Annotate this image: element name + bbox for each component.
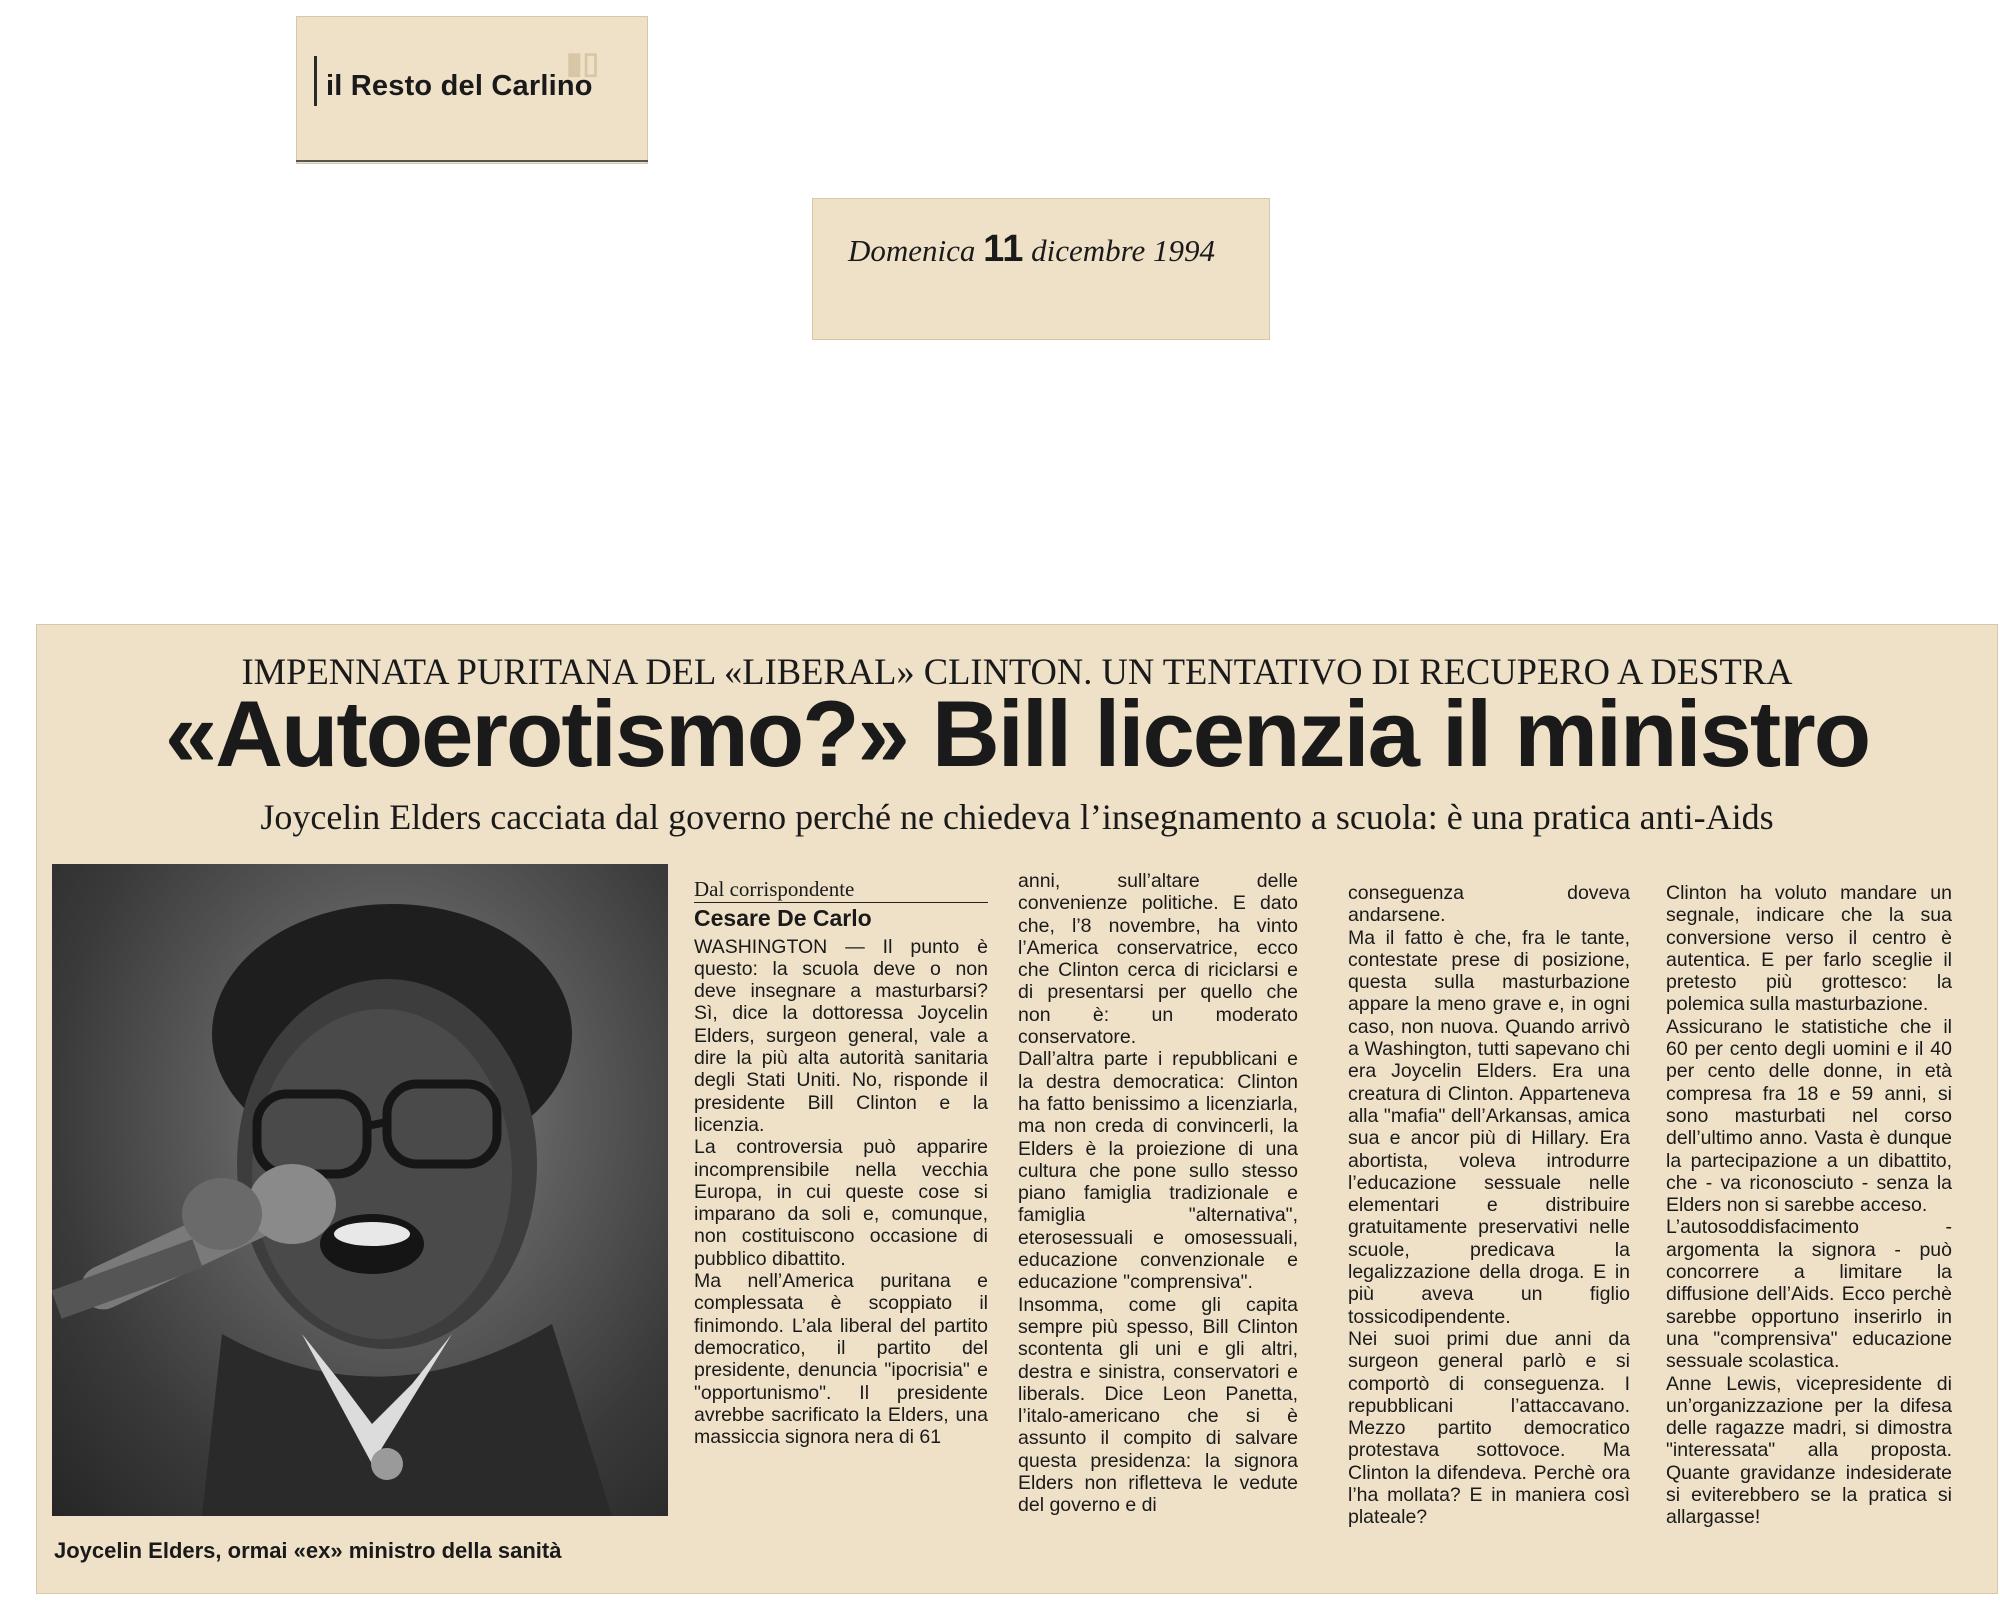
paragraph: Dall’altra parte i repubblicani e la destra democratica: Clinton ha fatto benissimo a licenziarla, ma non creda di convincerli, la Elders è la proiezione di una cultura che pone sullo stesso piano famiglia tradizionale e famiglia "alternativa", eterosessuali e omosessuali, educazione convenzionale e educazione "comprensiva". — [1018, 1048, 1298, 1294]
article-clipping — [36, 624, 1998, 1594]
date-clipping — [812, 198, 1270, 340]
article-subhead: Joycelin Elders cacciata dal governo perché ne chiedeva l’insegnamento a scuola: è una pratica anti-Aids — [260, 797, 1774, 837]
paragraph: Clinton ha voluto mandare un segnale, indicare che la sua conversione verso il centro è autentica. E per farlo sceglie il pretesto più grottesco: la polemica sulla masturbazione. — [1666, 882, 1952, 1016]
paragraph: Assicurano le statistiche che il 60 per cento degli uomini e il 40 per cento delle donne, in età compresa fra 18 e 59 anni, si sono masturbati nel corso dell’ultimo anno. Vasta è dunque la partecipazione a un dibattito, che - va riconosciuto - senza la Elders non si sarebbe acceso. — [1666, 1015, 1952, 1217]
article-kicker: IMPENNATA PURITANA DEL «LIBERAL» CLINTON. UN TENTATIVO DI RECUPERO A DESTRA — [241, 651, 1793, 692]
masthead-rule — [296, 160, 648, 162]
date-day: 11 — [983, 228, 1024, 270]
masthead-bar — [314, 56, 317, 106]
article-column-1 — [694, 878, 988, 1448]
paragraph: L’autosoddisfacimento - argomenta la signora - può concorrere a limitare la diffusione dell’Aids. Ecco perchè sarebbe opportuno inserirlo in una "comprensiva" educazione sessuale scolastica. — [1666, 1216, 1952, 1373]
paragraph: La controversia può apparire incomprensibile nella vecchia Europa, in cui queste cose si imparano da soli e, comunque, non costituiscono occasione di pubblico dibattito. — [694, 1136, 988, 1270]
show-through-mark: ▮▯ — [566, 47, 600, 80]
photo-caption: Joycelin Elders, ormai «ex» ministro della sanità — [54, 1538, 562, 1563]
portrait-photo — [52, 864, 668, 1516]
article-column-2 — [1018, 870, 1298, 1517]
paragraph: Ma il fatto è che, fra le tante, contestate prese di posizione, questa sulla masturbazione appare la meno grave e, in ogni caso, non nuova. Quando arrivò a Washington, tutti sapevano chi era Joycelin Elders. Era una creatura di Clinton. Apparteneva alla "mafia" dell’Arkansas, amica sua e ancor più di Hillary. Era abortista, voleva introdurre l’educazione sessuale nelle elementari e distribuire gratuitamente preservativi nelle scuole, predicava la legalizzazione della droga. E in più aveva un figlio tossicodipendente. — [1348, 926, 1630, 1328]
date-weekday: Domenica — [848, 233, 976, 268]
paragraph: WASHINGTON — Il punto è questo: la scuola deve o non deve insegnare a masturbarsi? Sì, dice la dottoressa Joycelin Elders, surgeon general, vale a dire la più alta autorità sanitaria degli Stati Uniti. No, risponde il presidente Bill Clinton e la licenzia. — [694, 935, 988, 1136]
article-headline: «Autoerotismo?» Bill licenzia il ministro — [164, 681, 1870, 786]
article-column-3 — [1348, 882, 1630, 1529]
portrait-illustration — [52, 864, 668, 1516]
paragraph: Nei suoi primi due anni da surgeon general parlò e si comportò di conseguenza. I repubblicani l’attaccavano. Mezzo partito democratico protestava sottovoce. Ma Clinton la difendeva. Perchè ora l’ha mollata? E in maniera così plateale? — [1348, 1327, 1630, 1529]
article-column-4 — [1666, 882, 1952, 1529]
issue-date — [848, 228, 1215, 271]
paragraph: Ma nell’America puritana e complessata è scoppiato il finimondo. L’ala liberal del partito democratico, il partito del presidente, denuncia "ipocrisia" e "opportunismo". Il presidente avrebbe sacrificato la Elders, una massiccia signora nera di 61 — [694, 1270, 988, 1449]
dateline-label: Dal corrispondente — [694, 877, 855, 901]
paragraph: Anne Lewis, vicepresidente di un’organizzazione per la difesa delle ragazze madri, si dimostra "interessata" alla proposta. Quante gravidanze indesiderate si eviterebbero se la pratica si allargasse! — [1666, 1372, 1952, 1529]
byline: Cesare De Carlo — [694, 905, 872, 932]
byline-rule — [694, 902, 988, 903]
paragraph: Insomma, come gli capita sempre più spesso, Bill Clinton scontenta gli uni e gli altri, destra e sinistra, conservatori e liberals. Dice Leon Panetta, l’italo-americano che si è assunto il compito di salvare questa presidenza: la signora Elders non rifletteva le vedute del governo e di — [1018, 1293, 1298, 1517]
paragraph: anni, sull’altare delle convenienze politiche. E dato che, l’8 novembre, ha vinto l’America conservatrice, ecco che Clinton cerca di riciclarsi e di presentarsi per quello che non è: un moderato conservatore. — [1018, 870, 1298, 1049]
paragraph: conseguenza doveva andarsene. — [1348, 882, 1630, 927]
date-month-year: dicembre 1994 — [1031, 233, 1216, 268]
masthead-clipping — [296, 16, 648, 164]
masthead-title: il Resto del Carlino — [326, 70, 593, 102]
